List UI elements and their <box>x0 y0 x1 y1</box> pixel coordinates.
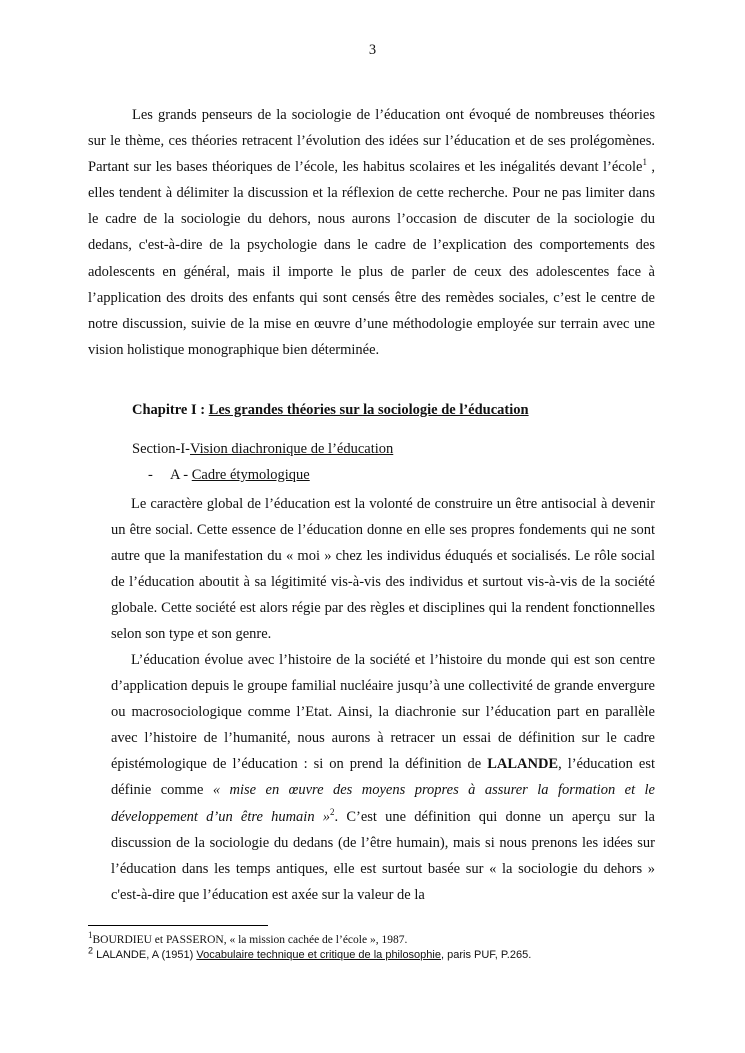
section-title: Vision diachronique de l’éducation <box>189 441 394 457</box>
author-lalande: LALANDE <box>487 756 559 773</box>
section-heading <box>132 441 393 458</box>
footnote-2-number: 2 <box>88 945 94 956</box>
subsection-title: Cadre étymologique <box>191 467 310 483</box>
footnote-2-post: , paris PUF, P.265. <box>440 949 532 961</box>
intro-text: Les grands penseurs de la sociologie de l’éducation ont évoqué de nombreuses théories sur le thème, ces théories retracent l’évolution des idées sur l’éducation et de ses prolégomènes. Partant sur les bases théoriques de l’école, les habitus scolaires et les inégalités devant l’école <box>88 107 655 176</box>
subsection-prefix: A - <box>170 467 192 483</box>
footnote-1-number: 1 <box>88 930 93 941</box>
intro-paragraph <box>88 102 655 363</box>
paragraph-2 <box>111 647 655 908</box>
footnote-2-pre: LALANDE, A (1951) <box>93 949 197 961</box>
footnote-2-book-title: Vocabulaire technique et critique de la philosophie <box>196 949 441 961</box>
chapter-prefix: Chapitre I : <box>132 402 209 418</box>
section-prefix: Section-I- <box>132 441 190 457</box>
footnote-1-text: BOURDIEU et PASSERON, « la mission cachée de l’école », 1987. <box>92 934 408 946</box>
footnote-separator <box>88 925 268 926</box>
definition-quote: « mise en œuvre des moyens propres à assurer la formation et le développement d’un être humain » <box>111 782 655 825</box>
page-number: 3 <box>368 42 377 58</box>
list-dash: - <box>148 467 153 483</box>
subsection-heading <box>148 467 310 484</box>
footnote-1 <box>88 930 408 947</box>
intro-text-cont: , elles tendent à délimiter la discussion et la réflexion de cette recherche. Pour ne pas limiter dans le cadre de la sociologie du dehors, nous aurons l’occasion de discuter de la sociologie du dedans, c'est-à-dire de la psychologie dans le cadre de l’explication des comportements des adolescents en général, mais il importe le plus de parler de ceux des adolescentes face à l’application des droits des enfants qui sont censés être des remèdes sociales, c’est le centre de notre discussion, suivie de la mise en œuvre d’une méthodologie employée sur terrain avec une vision holistique monographique bien déterminée. <box>88 159 655 358</box>
paragraph-2-text-c: . C’est une définition qui donne un aperçu sur la discussion de la sociologie du dedans (de l’être humain), mais si nous prenons les idées sur l’éducation dans les temps antiques, elle est surtout basée sur « la sociologie du dehors » c'est-à-dire que l’éducation est axée sur la valeur de la <box>111 808 655 903</box>
footnote-ref-1[interactable]: 1 <box>642 157 647 168</box>
paragraph-2-text-b: , l’éducation est définie comme <box>111 756 655 799</box>
paragraph-2-text-a: L’éducation évolue avec l’histoire de la société et l’histoire du monde qui est son centre d’application depuis le groupe familial nucléaire jusqu’à une collectivité de grande envergure ou macrosociologique comme l’Etat. Ainsi, la diachronie sur l’éducation part en parallèle avec l’histoire de l’humanité, nous aurons à retracer un essai de définition sur le cadre épistémologique de l’éducation : si on prend la définition de <box>111 652 655 773</box>
footnote-2 <box>88 945 532 962</box>
footnote-ref-2[interactable]: 2 <box>330 806 335 817</box>
paragraph-1: Le caractère global de l’éducation est la volonté de construire un être antisocial à devenir un être social. Cette essence de l’éducation donne en elle ses propres fondements qui ne sont autre que la manifestation du « moi » chez les individus éduqués et socialisés. Le rôle social de l’éducation aboutit à sa légitimité vis-à-vis des individus et surtout vis-à-vis de la société globale. Cette société est alors régie par des règles et disciplines qui la rendent fonctionnelles selon son type et son genre. <box>111 496 655 643</box>
chapter-title: Les grandes théories sur la sociologie de l’éducation <box>208 402 529 418</box>
chapter-heading <box>132 402 529 419</box>
